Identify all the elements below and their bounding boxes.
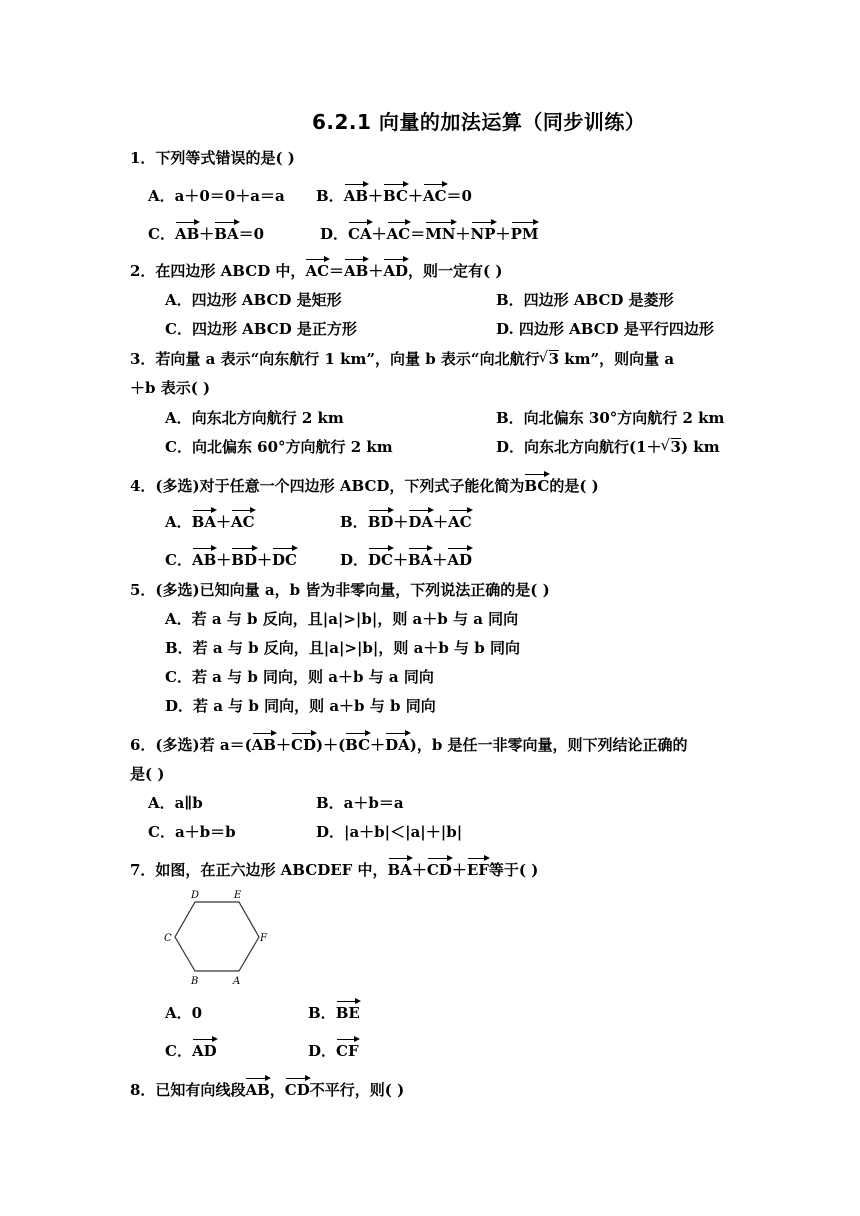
q3-option-d: D．向东北方向航行(1＋√ 3) km (496, 437, 720, 457)
q4-option-d: D．DC＋BA＋AD (340, 551, 472, 569)
q4-option-c: C．AB＋BD＋DC (165, 551, 297, 569)
q1-stem: 1．下列等式错误的是( ) (130, 149, 295, 167)
vertex-label-c: C (164, 933, 172, 944)
vertex-label-f: F (260, 933, 267, 944)
q5-option-a: A．若 a 与 b 反向，且|a|>|b|，则 a＋b 与 a 同向 (165, 610, 519, 628)
vertex-label-d: D (191, 890, 200, 901)
q7-option-b: B．BE (308, 1004, 360, 1022)
q2-stem: 2．在四边形 ABCD 中，AC＝AB＋AD，则一定有( ) (130, 262, 503, 280)
q6-option-c: C．a＋b＝b (148, 823, 236, 841)
q2-option-a: A．四边形 ABCD 是矩形 (165, 291, 342, 309)
q4-option-b: B．BD＋DA＋AC (340, 513, 472, 531)
q5-option-c: C．若 a 与 b 同向，则 a＋b 与 a 同向 (165, 668, 434, 686)
q3-option-a: A．向东北方向航行 2 km (165, 409, 344, 427)
q6-option-b: B．a＋b＝a (316, 794, 404, 812)
page-title: 6.2.1 向量的加法运算（同步训练） (312, 110, 646, 134)
q7-option-a: A．0 (165, 1004, 203, 1022)
q4-option-a: A．BA＋AC (165, 513, 255, 531)
q5-option-b: B．若 a 与 b 反向，且|a|>|b|，则 a＋b 与 b 同向 (165, 639, 520, 657)
q3-option-b: B．向北偏东 30°方向航行 2 km (496, 409, 725, 427)
vertex-label-b: B (191, 976, 199, 987)
q1-option-c: C．AB＋BA＝0 (148, 225, 265, 243)
q7-option-c: C．AD (165, 1042, 217, 1060)
q2-option-d: D. 四边形 ABCD 是平行四边形 (496, 320, 714, 338)
q6-option-a: A．a∥b (148, 794, 203, 812)
q3-stem-line2: ＋b 表示( ) (130, 379, 211, 397)
q7-option-d: D．CF (308, 1042, 359, 1060)
q2-option-b: B．四边形 ABCD 是菱形 (496, 291, 674, 309)
q3-stem: 3．若向量 a 表示“向东航行 1 km”，向量 b 表示“向北航行√ 3 km”，则向量 a (130, 349, 674, 369)
q2-option-c: C．四边形 ABCD 是正方形 (165, 320, 357, 338)
sqrt-symbol: √ 3 (662, 437, 681, 457)
sqrt-symbol: √ 3 (540, 349, 559, 369)
q4-stem: 4．(多选)对于任意一个四边形 ABCD，下列式子能化简为BC的是( ) (130, 477, 599, 495)
q6-stem: 6．(多选)若 a＝(AB＋CD)＋(BC＋DA)，b 是任一非零向量，则下列结论正确的 (130, 736, 688, 754)
q1-option-d: D．CA＋AC＝MN＋NP＋PM (320, 225, 539, 243)
q5-stem: 5．(多选)已知向量 a，b 皆为非零向量，下列说法正确的是( ) (130, 581, 550, 599)
q6-option-d: D．|a＋b|＜|a|＋|b| (316, 823, 463, 841)
vertex-label-e: E (234, 890, 242, 901)
q3-option-c: C．向北偏东 60°方向航行 2 km (165, 438, 393, 456)
q5-option-d: D．若 a 与 b 同向，则 a＋b 与 b 同向 (165, 697, 436, 715)
q1-option-b: B．AB＋BC＋AC＝0 (316, 187, 472, 205)
q6-stem-line2: 是( ) (130, 765, 165, 783)
hexagon-shape (175, 902, 259, 971)
q8-stem: 8．已知有向线段AB，CD不平行，则( ) (130, 1081, 405, 1099)
hexagon-figure (160, 887, 276, 989)
vertex-label-a: A (233, 976, 241, 987)
q1-option-a: A．a＋0＝0＋a＝a (148, 187, 285, 205)
q7-stem: 7．如图，在正六边形 ABCDEF 中，BA＋CD＋EF等于( ) (130, 861, 539, 879)
